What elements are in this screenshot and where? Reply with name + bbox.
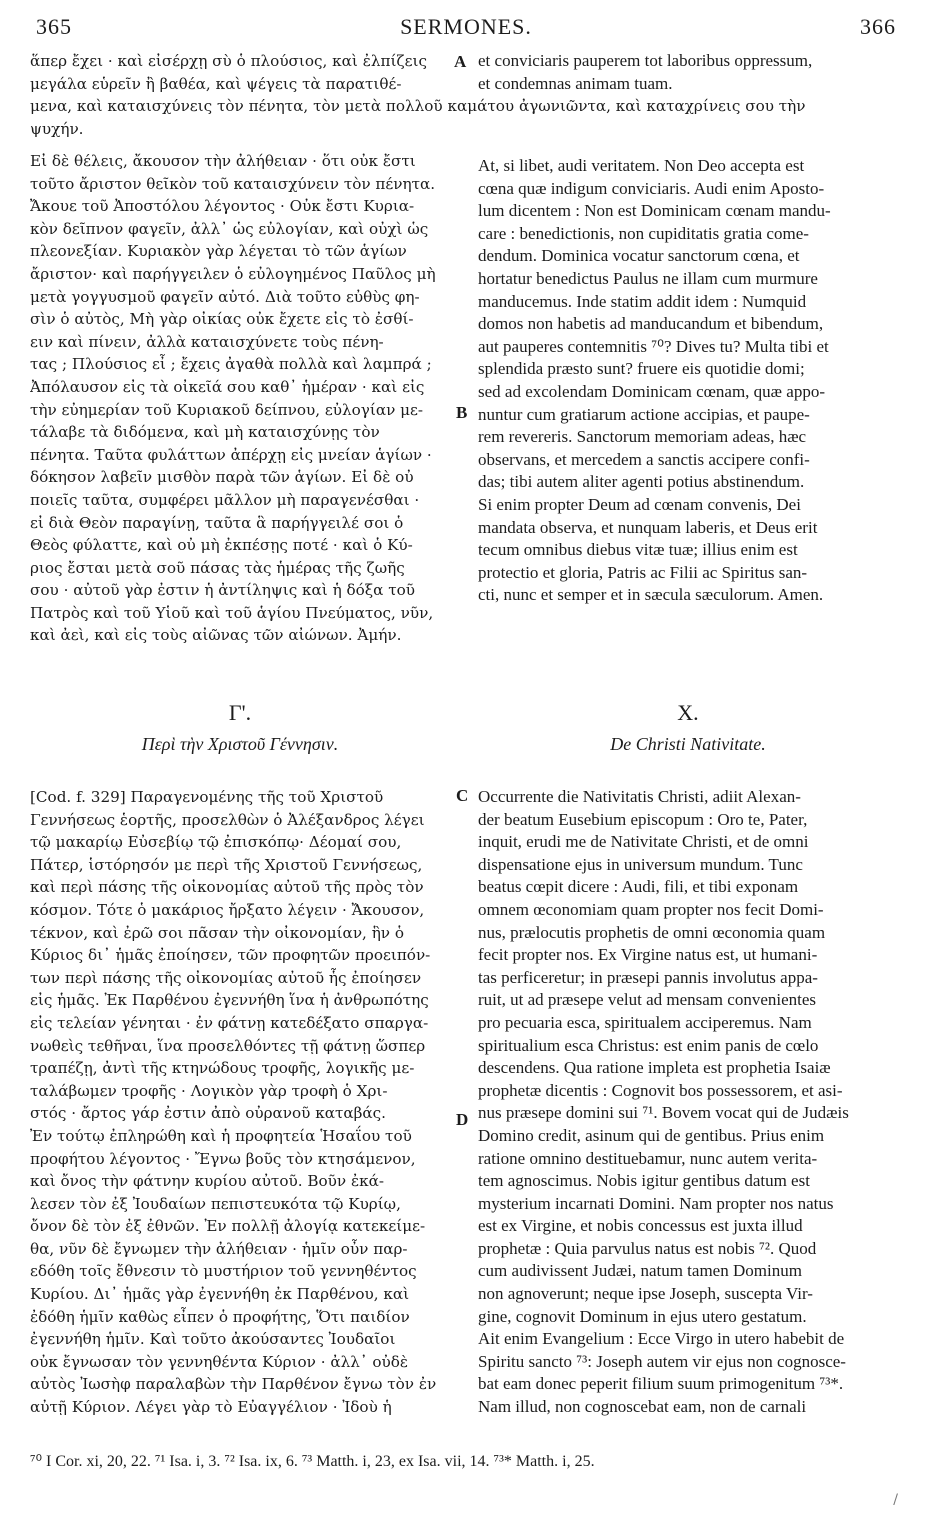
greek-section-number: Γ'. [228, 700, 252, 725]
greek-text-line: Γεννήσεως ἑορτῆς, προσελθὼν ὁ Ἀλέξανδρος λέγει [30, 810, 425, 829]
greek-text-line: τάλαβε τὰ διδόμενα, καὶ μὴ καταισχύνῃς τὸν [30, 423, 380, 442]
latin-text-line: domos non habetis ad manducandum et bibendum, [478, 314, 824, 334]
latin-text-line: care : benedictionis, non cupiditatis gratia come- [478, 223, 809, 243]
greek-text-line: αὐτὸς Ἰωσὴφ παραλαβὼν τὴν Παρθένον ἔγνω τὸν ἐν [30, 1375, 437, 1394]
latin-text-line: et conviciaris pauperem tot laboribus oppressum, [478, 51, 813, 70]
greek-section-heading [30, 700, 450, 755]
greek-text-line: νωθεὶς τεθῆναι, ἵνα προσελθόντες τῇ φάτνῃ ὥσπερ [30, 1036, 426, 1055]
latin-text-line: tecum omnibus diebus vitæ tuæ; illius enim est [478, 540, 798, 560]
greek-text-line: προφήτου λέγοντος · Ἔγνω βοῦς τὸν κτησάμενον, [30, 1149, 416, 1168]
latin-text-line: rem revereris. Sanctorum memoriam adeas, hæc [478, 427, 807, 447]
latin-section-number: X. [677, 700, 699, 725]
greek-text-line: Ἄκουε τοῦ Ἀποστόλου λέγοντος · Οὐκ ἔστι Κυρια- [30, 197, 415, 216]
running-header [36, 14, 896, 44]
greek-text-line: Ἀπόλαυσον εἰς τὰ οἰκεῖά σου καθ᾽ ἡμέραν · καὶ εἰς [30, 377, 425, 396]
latin-text-line: spiritualium esca Christus: est enim panis de cœlo [478, 1035, 819, 1055]
latin-text-line: et condemnas animam tuam. [478, 73, 673, 93]
latin-text-line: der beatum Eusebium episcopum : Oro te, Pater, [478, 809, 808, 829]
greek-text-line: ειν καὶ πίνειν, ἀλλὰ καταισχύνετε τοὺς πένη- [30, 332, 384, 351]
latin-text-line: aut pauperes contemnitis ⁷⁰? Dives tu? Multa tibi et [478, 336, 829, 356]
latin-text-line: bat eam donec peperit filium suum primogenitum ⁷³*. [478, 1374, 844, 1394]
greek-text-line: ψυχήν. [30, 119, 84, 138]
latin-text-line: mandata observa, et nunquam laberis, et Deus erit [478, 517, 818, 537]
greek-text-line: σὶν ὁ αὐτὸς, Μὴ γὰρ οἰκίας οὐκ ἔχετε εἰς τὸ ἐσθί- [30, 310, 414, 329]
latin-text-line: Occurrente die Nativitatis Christi, adiit Alexan- [478, 787, 801, 806]
margin-marker-b: B [456, 403, 468, 422]
latin-text-line: At, si libet, audi veritatem. Non Deo accepta est [478, 156, 805, 175]
margin-marker-c: C [456, 786, 469, 805]
greek-text-line: κὸν δεῖπνον φαγεῖν, ἀλλ᾽ ὡς εὐλογίαν, καὶ οὐχὶ ὡς [30, 219, 429, 238]
latin-text-line: protectio et gloria, Patris ac Filii ac Spiritus san- [478, 562, 808, 582]
latin-text-line: cœna quæ indigum conviciaris. Audi enim Aposto- [478, 178, 825, 198]
greek-text-line: τοῦτο ἄριστον θεῖκὸν τοῦ καταισχύνειν τὸν πένητα. [30, 174, 436, 193]
latin-text-line: gine, cognovit Dominum in ejus utero gestatum. [478, 1306, 807, 1326]
greek-text-line: Πάτερ, ἱστόρησόν με περὶ τῆς Χριστοῦ Γεννήσεως, [30, 855, 423, 874]
latin-text-line: descendens. Qua ratione impleta est prophetia Isaiæ [478, 1058, 831, 1078]
greek-text-line: ταλάβωμεν τροφῆς · Λογικὸν γὰρ τροφὴ ὁ Χρι- [30, 1081, 388, 1100]
greek-text-line: λεσεν τὸν ἐξ Ἰουδαίων πεπιστευκότα τῷ Κυρίῳ, [30, 1194, 401, 1213]
greek-text-line: τας ; Πλούσιος εἶ ; ἔχεις ἀγαθὰ πολλὰ καὶ λαμπρά ; [30, 355, 432, 374]
greek-text-line: εδόθη τοῖς ἔθνεσιν τὸ μυστήριον τοῦ γεννηθέντος [30, 1262, 417, 1281]
greek-text-line: εἰς ἡμᾶς. Ἐκ Παρθένου ἐγεννήθη ἵνα ἡ ἀνθρωπότης [30, 991, 429, 1010]
greek-text-line: ριος ἔσται μετὰ σοῦ πάσας τὰς ἡμέρας τῆς ζωῆς [30, 558, 405, 577]
greek-text-line: εἰ διὰ Θεὸν παραγίνῃ, ταῦτα ἃ παρήγγειλέ σοι ὁ [30, 513, 404, 532]
margin-marker-d: D [456, 1110, 469, 1129]
latin-text-line: fecit propter nos. Ex Virgine natus est, ut humani- [478, 945, 818, 965]
latin-text-line: tas perficeretur; in præsepi pannis involutus appa- [478, 967, 818, 987]
greek-text-line: τὴν εὐημερίαν τοῦ Κυριακοῦ δείπνου, εὐλογίαν με- [30, 400, 424, 419]
greek-text-line: ἅπερ ἔχει · καὶ εἰσέρχῃ σὺ ὁ πλούσιος, καὶ ἐλπίζεις [30, 52, 427, 70]
latin-text-line: omnem œconomiam quam propter nos fecit Domi- [478, 899, 824, 919]
greek-text-line: Θεὸς φύλαττε, καὶ οὐ μὴ ἐκπέσῃς ποτέ · καὶ ὁ Κύ- [30, 536, 413, 555]
greek-text-line: μεγάλα εὑρεῖν ἢ βαθέα, καὶ ψέγεις τὰ παρατιθέ- [30, 74, 402, 93]
greek-text-line: σου · αὐτοῦ γὰρ ἐστιν ἡ ἀντίληψις καὶ ἡ δόξα τοῦ [30, 581, 416, 600]
latin-text-line: nus, prælocutis prophetis de omni œconomia quam [478, 922, 826, 942]
page-number-left: 365 [36, 14, 72, 39]
latin-text-line: prophetæ dicentis : Cognovit bos possessorem, et asi- [478, 1080, 843, 1100]
greek-column-lower [30, 786, 450, 1419]
latin-text-line: cti, nunc et semper et in sæcula sæculorum. Amen. [478, 585, 824, 605]
greek-text-line: ἐδόθη ἡμῖν καθὼς εἶπεν ὁ προφήτης, Ὅτι παιδίον [30, 1307, 410, 1326]
greek-text-line: καὶ ἀεὶ, καὶ εἰς τοὺς αἰῶνας τῶν αἰώνων. Ἀμήν. [30, 626, 402, 645]
latin-text-line: beatus cœpit dicere : Audi, fili, et tibi exponam [478, 877, 799, 897]
latin-text-line: ruit, ut ad præsepe velut ad mensam convenientes [478, 990, 817, 1010]
greek-text-line: εἰς τελείαν γένηται · ἐν φάτνῃ κατεδέξατο σπαργα- [30, 1013, 429, 1032]
latin-text-line: observans, et mercedem a sanctis accipere confi- [478, 449, 810, 469]
latin-text-line: dendum. Dominica vocatur sanctorum cœna, et [478, 246, 800, 266]
greek-column-upper [30, 150, 450, 647]
greek-text-line: καὶ περὶ πάσης τῆς οἰκονομίας αὐτοῦ τῆς πρὸς τὸν [30, 878, 424, 897]
latin-column-upper [478, 155, 898, 607]
latin-text-line: sed ad excolendam Dominicam cœnam, quæ appo- [478, 381, 825, 401]
greek-text-line: πένητα. Ταῦτα φυλάττων ἀπέρχῃ εἰς μνείαν ἁγίων · [30, 445, 432, 464]
greek-text-line: Πατρὸς καὶ τοῦ Υἱοῦ καὶ τοῦ ἁγίου Πνεύματος, νῦν, [30, 603, 434, 622]
greek-text-line: πλεονεξίαν. Κυριακὸν γὰρ λέγεται τὸ τῶν ἁγίων [30, 242, 407, 261]
latin-text-line: Nam illud, non cognoscebat eam, non de carnali [478, 1397, 807, 1417]
latin-text-line: Ait enim Evangelium : Ecce Virgo in utero habebit de [478, 1329, 845, 1349]
greek-text-line: τραπέζῃ, ἀντὶ τῆς κτηνώδους τροφῆς, λογικῆς με- [30, 1059, 415, 1078]
running-title: SERMONES. [400, 14, 532, 39]
latin-section-heading [478, 700, 898, 755]
greek-text-line: Ἐν τούτῳ ἐπληρώθη καὶ ἡ προφητεία Ἡσαΐου τοῦ [30, 1126, 412, 1145]
latin-text-line: est ex Virgine, et nobis concessus est juxta illud [478, 1216, 803, 1236]
latin-text-line: tem agnoscimus. Nobis igitur gentibus datum est [478, 1171, 810, 1191]
latin-text-line: inquit, erudi me de Nativitate Christi, et de omni [478, 832, 809, 852]
greek-text-line: ὄνον δὲ τὸν ἐξ ἐθνῶν. Ἐν πολλῇ ἀλογίᾳ κατεκείμε- [30, 1217, 426, 1236]
greek-section-title: Περὶ τὴν Χριστοῦ Γέννησιν. [141, 734, 339, 754]
greek-text-line: των περὶ πάσης τῆς οἰκονομίας αὐτοῦ ἧς ἐποίησεν [30, 968, 422, 987]
greek-text-line: θα, νῦν δὲ ἔγνωμεν τὴν ἀλήθειαν · ἡμῖν οὖν παρ- [30, 1239, 408, 1258]
greek-text-line: Εἰ δὲ θέλεις, ἄκουσον τὴν ἀλήθειαν · ὅτι οὐκ ἔστι [30, 152, 416, 170]
page-number-right: 366 [860, 14, 896, 39]
greek-text-line: μενα, καὶ καταισχύνεις τὸν πένητα, τὸν μετὰ πολλοῦ καμάτου ἀγωνιῶντα, καὶ καταχρίνεις σου τὴν [30, 97, 806, 116]
latin-text-line: splendida præsto sunt? fruere eis quotidie domi; [478, 359, 805, 379]
latin-column-lower [478, 786, 898, 1419]
latin-text-line: Domino credit, asinum qui de gentibus. Prius enim [478, 1125, 825, 1145]
greek-text-line: οὐκ ἔγνωσαν τὸν γεννηθέντα Κύριον · ἀλλ᾽ οὐδὲ [30, 1352, 408, 1371]
greek-text-line: μετὰ γογγυσμοῦ φαγεῖν αὐτό. Διὰ τοῦτο εὐθὺς φη- [30, 287, 420, 306]
greek-text-line: καὶ ὄνος τὴν φάτνην κυρίου αὐτοῦ. Βοῦν ἐκά- [30, 1172, 384, 1191]
latin-text-line: Spiritu sancto ⁷³: Joseph autem vir ejus non cognosce- [478, 1351, 846, 1371]
latin-text-line: prophetæ : Quia parvulus natus est nobis ⁷². Quod [478, 1238, 817, 1258]
latin-text-line: ratione omnino destituebamur, nunc autem verita- [478, 1148, 818, 1168]
latin-text-line: das; tibi autem aliter agenti potius abstinendum. [478, 472, 805, 492]
greek-text-line: ποιεῖς ταῦτα, συμφέρει μᾶλλον μὴ παραγενέσθαι · [30, 490, 420, 509]
greek-text-line: τέκνον, καὶ ἐρῶ σοι πᾶσαν τὴν οἰκονομίαν, ἣν ὁ [30, 923, 405, 942]
latin-section-title: De Christi Nativitate. [610, 734, 766, 754]
margin-marker-a: A [454, 52, 467, 71]
latin-opening-paragraph [478, 50, 908, 95]
greek-text-line: κόσμον. Τότε ὁ μακάριος ἤρξατο λέγειν · Ἄκουσον, [30, 900, 425, 919]
greek-text-line: [Cod. f. 329] Παραγενομένης τῆς τοῦ Χριστοῦ [30, 788, 384, 806]
greek-text-line: Κύριος δι᾽ ἡμᾶς ἐποίησεν, τῶν προφητῶν προειπόν- [30, 946, 431, 965]
footnotes: ⁷⁰ I Cor. xi, 20, 22. ⁷¹ Isa. i, 3. ⁷² Isa. ix, 6. ⁷³ Matth. i, 23, ex Isa. vii, 14. ⁷³* Matth. i, 25. [30, 1453, 595, 1470]
latin-text-line: nuntur cum gratiarum actione accipias, et paupe- [478, 404, 810, 424]
greek-text-line: Κυρίου. Δι᾽ ἡμᾶς γὰρ ἐγεννήθη ἐκ Παρθένου, καὶ [30, 1285, 410, 1304]
greek-text-line: αὐτῇ Κύριον. Λέγει γὰρ τὸ Εὐαγγέλιον · Ἰδοὺ ἡ [30, 1398, 392, 1417]
greek-text-line: δόκησον λαβεῖν μισθὸν παρὰ τῶν ἁγίων. Εἰ δὲ οὐ [30, 468, 414, 487]
latin-text-line: nus præsepe domini sui ⁷¹. Bovem vocat qui de Judæis [478, 1103, 849, 1123]
page-speck: / [893, 1492, 898, 1508]
latin-text-line: lum dicentem : Non est Dominicam cœnam mandu- [478, 201, 831, 221]
greek-text-line: τῷ μακαρίῳ Εὐσεβίῳ τῷ ἐπισκόπῳ· Δέομαί σου, [30, 833, 402, 852]
latin-text-line: non agnoverunt; neque ipse Joseph, suscepta Vir- [478, 1284, 813, 1304]
latin-text-line: dispensatione ejus in universum mundum. Tunc [478, 854, 803, 874]
latin-text-line: pro pecuaria esca, spiritualem acciperemus. Nam [478, 1012, 812, 1032]
greek-text-line: ἄριστον· καὶ παρήγγειλεν ὁ εὐλογημένος Παῦλος μὴ [30, 264, 436, 283]
latin-text-line: mysterium incarnati Domini. Nam propter nos natus [478, 1193, 834, 1213]
greek-text-line: στός · ἄρτος γάρ ἐστιν ἀπὸ οὐρανοῦ καταβάς. [30, 1104, 386, 1123]
latin-text-line: Si enim propter Deum ad cœnam convenis, Dei [478, 494, 801, 514]
greek-text-line: ἐγεννήθη ἡμῖν. Καὶ τοῦτο ἀκούσαντες Ἰουδαῖοι [30, 1330, 396, 1349]
latin-text-line: cum audivissent Judæi, natum tamen Dominum [478, 1261, 802, 1281]
latin-text-line: hortatur benedictus Paulus ne illam cum murmure [478, 268, 818, 288]
latin-text-line: manducemus. Inde statim addit idem : Numquid [478, 291, 807, 311]
